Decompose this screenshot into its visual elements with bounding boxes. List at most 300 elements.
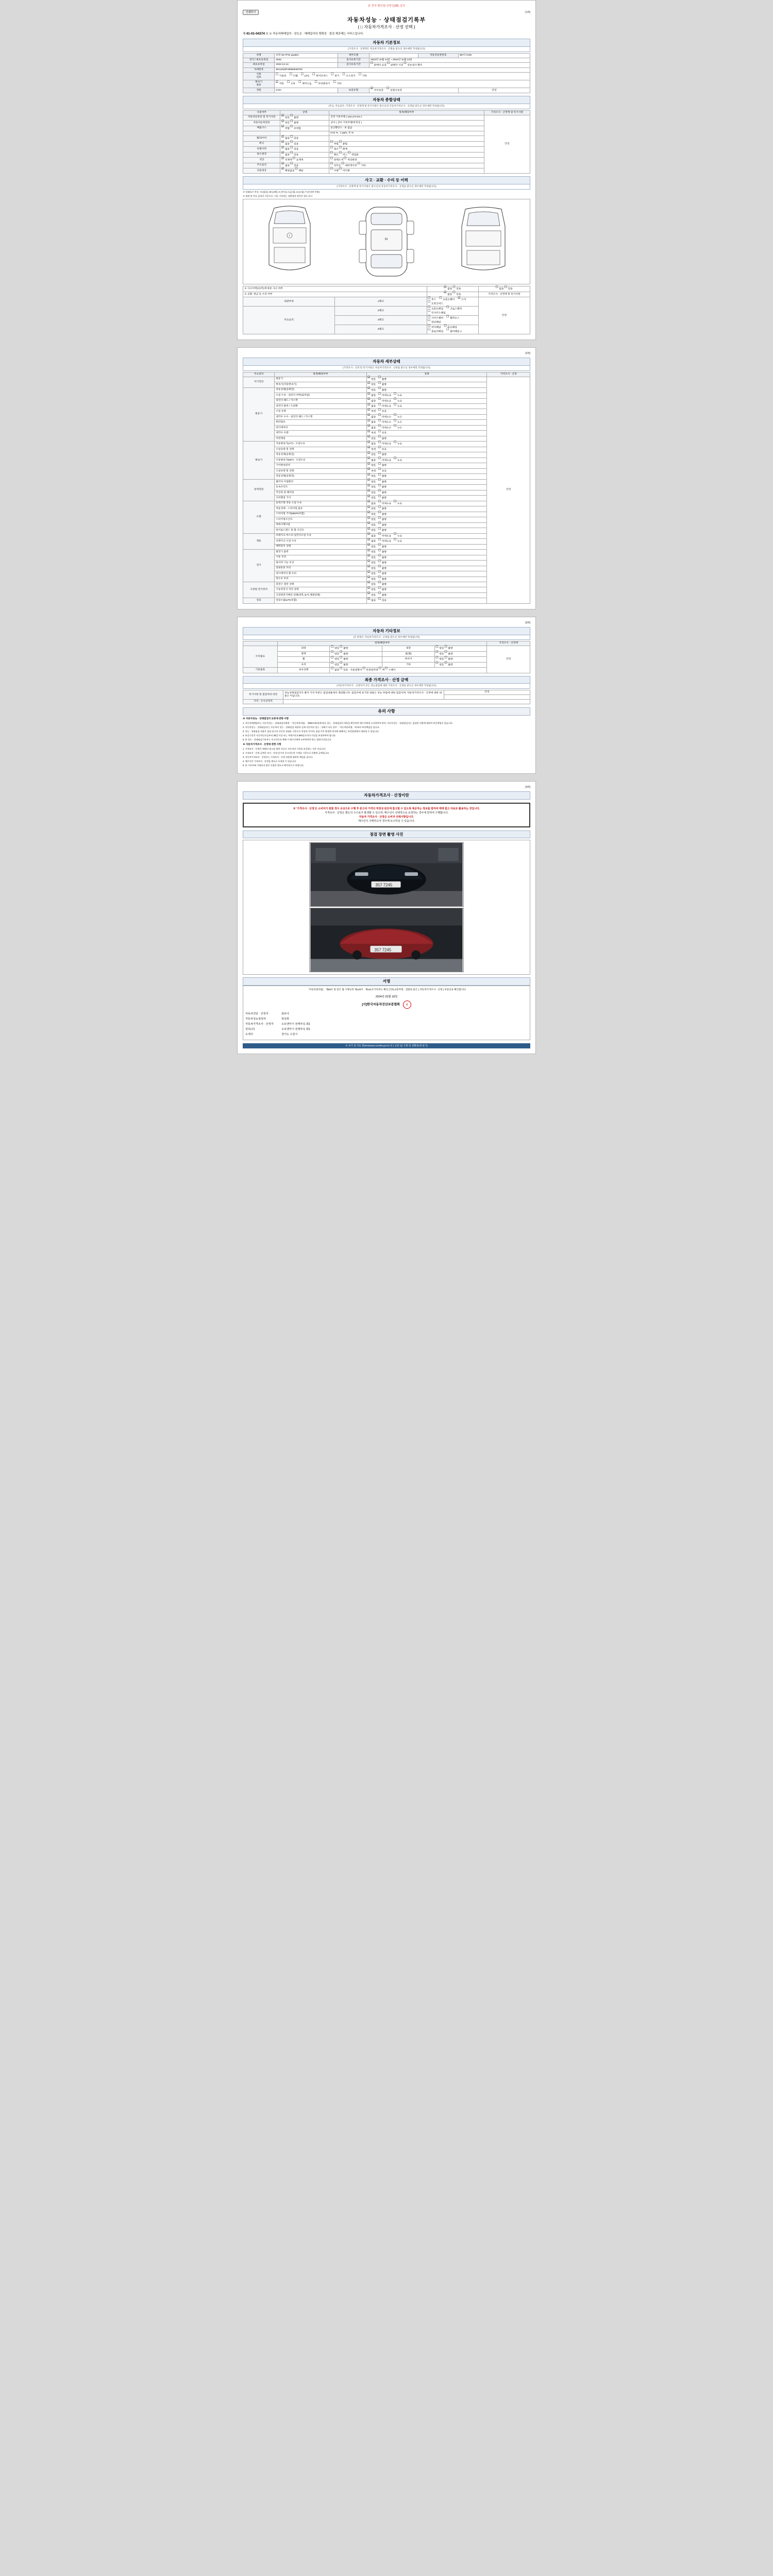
state-option[interactable]: ☐ 미세누유 [378,404,391,408]
state-option[interactable]: ☐ 불량 [378,496,386,500]
state-option[interactable]: ☐ 불량 [378,491,386,495]
checkbox-icon[interactable] [368,594,371,596]
checkbox-icon[interactable] [368,545,371,548]
checkbox-icon[interactable] [331,668,333,671]
car-diagram-box [243,199,530,284]
checkbox-icon[interactable] [394,442,396,445]
state-option[interactable]: ☐ 불량 [378,453,386,456]
checkbox-icon[interactable] [378,529,381,531]
state-cell [366,387,487,393]
checkbox-icon[interactable] [281,147,284,150]
checkbox-icon[interactable] [378,523,381,526]
state-option[interactable]: ☐ 불량 [378,523,386,527]
item-label: 커먼레일 [275,436,366,441]
part-inside-panel[interactable]: ☐인사이드패널 [428,311,446,315]
checkbox-icon[interactable] [368,420,371,423]
print-button[interactable]: 인쇄하기 [243,10,259,15]
state-option[interactable]: ☑ 양호 [368,561,376,565]
state-option[interactable]: ☐ 미세누유 [378,459,391,462]
state-option[interactable]: ☑ 양호 [368,491,376,495]
checkbox-icon[interactable] [281,121,284,124]
checkbox-icon[interactable] [394,502,396,504]
state-option[interactable]: ☑ 없음 [368,420,376,424]
checkbox-icon[interactable] [378,485,381,488]
state-option[interactable]: ☐ 누유 [394,404,402,408]
checkbox-icon[interactable] [445,663,447,666]
checkbox-icon[interactable] [378,583,381,585]
part-front-fender[interactable]: ☐ 프론트휀더 [440,298,455,301]
transmission-option-etc[interactable]: ☐ 기타 [333,82,342,86]
state-option[interactable]: ☑ 양호 [368,383,376,386]
checkbox-icon[interactable] [394,399,396,402]
state-option[interactable]: ☐ 부족 [378,469,386,473]
state-option[interactable]: ☑ 없음 [368,426,376,430]
state-option[interactable]: ☐ 누유 [394,502,402,505]
checkbox-icon[interactable] [281,137,284,139]
state-option[interactable]: ☐ 미세누수 [378,420,391,424]
state-option[interactable]: ☑ 양호 [368,523,376,527]
state-option[interactable]: ☑ 없음 [368,404,376,408]
checkbox-icon[interactable] [453,293,456,295]
state-option[interactable]: ☑ 양호 [368,378,376,381]
checkbox-icon[interactable] [394,459,396,461]
checkbox-icon[interactable] [368,474,371,477]
state-option[interactable]: ☐ 미세누수 [378,415,391,419]
checkbox-icon[interactable] [378,491,381,494]
state-option[interactable]: ☐ 불량 [378,474,386,478]
checkbox-icon[interactable] [436,663,439,666]
checkbox-icon[interactable] [344,158,346,161]
state-option[interactable]: ☐ 불량 [378,567,386,570]
checkbox-icon[interactable] [330,169,333,172]
state-option[interactable]: ☑ 없음 [368,502,376,505]
checkbox-icon[interactable] [331,652,333,655]
checkbox-icon[interactable] [368,550,371,553]
state-option[interactable]: ☐ 미세누유 [378,399,391,403]
fuel-option-hybrid[interactable]: ☐ 하이브리드 [313,74,328,78]
checkbox-icon[interactable] [340,657,343,660]
checkbox-icon[interactable] [445,647,447,649]
checkbox-icon[interactable] [281,116,284,118]
state-option[interactable]: ☐ 불량 [378,550,386,554]
checkbox-icon[interactable] [330,142,333,145]
state-option[interactable]: ☐ 누유 [394,539,402,543]
checkbox-icon[interactable] [385,668,388,671]
item-label: 스티어링 기어(MDPS포함) [275,512,366,517]
state-option[interactable]: ☑ 양호 [368,550,376,554]
checkbox-icon[interactable] [378,502,381,504]
state-option[interactable]: ☐ 누유 [394,534,402,538]
checkbox-icon[interactable] [378,469,381,472]
state-option[interactable]: ☑ 양호 [368,518,376,521]
state-option[interactable]: ☐ 부족 [378,448,386,451]
part-side-member[interactable]: ☐사이드멤버 [428,316,444,320]
part-hood[interactable]: ☐후드 [428,298,436,301]
checkbox-icon[interactable] [378,464,381,466]
checkbox-icon[interactable] [368,561,371,564]
page-number: [2/6] [525,352,530,355]
checkbox-icon[interactable] [368,404,371,407]
checkbox-icon[interactable] [378,410,381,412]
checkbox-icon[interactable] [339,153,342,156]
checkbox-icon[interactable] [368,383,371,385]
state-option[interactable]: ☐ 불량 [378,578,386,581]
checkbox-icon[interactable] [291,142,293,145]
checkbox-icon[interactable] [368,464,371,466]
detail-cell: 0.01 % , 1 ppm, 유 % [329,131,484,136]
checkbox-icon[interactable] [378,572,381,574]
state-option[interactable]: ☑ 없음 [368,599,376,602]
checkbox-icon[interactable] [368,523,371,526]
checkbox-icon[interactable] [281,142,284,145]
warranty-option-self[interactable]: ☑ 자가보증 [371,89,383,92]
checkbox-icon[interactable] [368,588,371,590]
checkbox-icon[interactable] [387,63,390,66]
checkbox-icon[interactable] [378,561,381,564]
state-option[interactable]: ☐ 불량 [378,556,386,560]
checkbox-icon[interactable] [378,507,381,510]
checkbox-icon[interactable] [378,404,381,407]
checkbox-icon[interactable] [368,518,371,520]
state-option[interactable]: ☐ 불량 [378,583,386,586]
checkbox-icon[interactable] [281,169,284,172]
state-option[interactable]: ☐ 불량 [378,378,386,381]
state-option[interactable]: ☐ 누유 [394,442,402,446]
checkbox-icon[interactable] [378,594,381,596]
checkbox-icon[interactable] [496,287,498,290]
state-option[interactable]: ☐ 불량 [378,561,386,565]
state-option[interactable]: ☑ 양호 [368,474,376,478]
part-roof-panel[interactable]: ☐ 루프패널 [444,326,457,329]
state-option[interactable]: ☐ 불량 [378,464,386,467]
state-option[interactable]: ☐ 누수 [394,426,402,430]
state-option[interactable]: ☑ 적정 [368,431,376,435]
fuel-option-ev[interactable]: ☐ 전기 [331,74,340,78]
checkbox-icon[interactable] [291,153,293,156]
warranty-option-insurance[interactable]: ☐ 보험사보증 [386,89,402,92]
checkbox-icon[interactable] [340,663,343,666]
checkbox-icon[interactable] [281,127,284,129]
transmission-option-semiauto[interactable]: ☐ 세미오토 [299,82,312,86]
checkbox-icon[interactable] [330,147,333,150]
checkbox-icon[interactable] [445,657,447,660]
accident-price-cell: 안녕 [478,297,530,334]
inspection-photo-2 [309,908,464,972]
checkbox-icon[interactable] [378,567,381,569]
checkbox-icon[interactable] [368,485,371,488]
state-option[interactable]: ☑ 없음 [368,399,376,403]
state-option[interactable]: ☑ 적정 [368,448,376,451]
checkbox-icon[interactable] [394,426,396,429]
checkbox-icon[interactable] [368,378,371,380]
state-option[interactable]: ☑ 양호 [368,556,376,560]
checkbox-icon[interactable] [291,121,293,124]
state-option[interactable]: ☐ 불량 [378,437,386,440]
checkbox-icon[interactable] [281,153,284,156]
checkbox-icon[interactable] [436,652,439,655]
checkbox-icon[interactable] [378,448,381,450]
checkbox-icon[interactable] [368,556,371,558]
state-option[interactable]: ☐ 미세누유 [378,539,391,543]
checkbox-icon[interactable] [394,420,396,423]
checkbox-icon[interactable] [378,588,381,590]
state-option[interactable]: ☑ 양호 [368,583,376,586]
checkbox-icon[interactable] [339,169,342,172]
part-front-panel[interactable]: ☐프론트패널 [428,307,444,311]
checkbox-icon[interactable] [291,164,293,166]
state-option[interactable]: ☑ 없음 [368,442,376,446]
checkbox-icon[interactable] [378,513,381,515]
checkbox-icon[interactable] [404,63,407,66]
fuel-option-lpg[interactable]: ☐ LPG [301,74,309,78]
fuel-option-etc[interactable]: ☐ 기타 [359,74,367,78]
checkbox-icon[interactable] [378,426,381,429]
notice-sec2-title: ※ 자동차가격조사 · 산정에 관한 사항 [243,743,281,746]
state-option[interactable]: ☐ 있음 [378,599,386,602]
part-cross-member[interactable]: ☐ 크로스멤버 [447,307,462,311]
checkbox-icon[interactable] [378,545,381,548]
state-option[interactable]: ☑ 적정 [368,469,376,473]
state-option[interactable]: ☑ 없음 [368,415,376,419]
checkbox-icon[interactable] [394,539,396,542]
table-row [243,517,530,522]
checkbox-icon[interactable] [444,293,447,295]
part-trunk-lid[interactable]: ☐트렁크리드 [428,302,444,306]
checkbox-icon[interactable] [368,437,371,439]
checkbox-icon[interactable] [291,127,293,129]
checkbox-icon[interactable] [445,652,447,655]
checkbox-icon[interactable] [378,496,381,499]
checkbox-icon[interactable] [368,507,371,510]
checkbox-icon[interactable] [378,378,381,380]
checkbox-icon[interactable] [378,518,381,520]
state-option[interactable]: ☐ 불량 [378,388,386,392]
state-option[interactable]: ☑ 없음 [368,534,376,538]
state-option[interactable]: ☑ 적정 [368,410,376,413]
checkbox-icon[interactable] [291,147,293,150]
state-option[interactable]: ☐ 미세누유 [378,534,391,538]
state-option[interactable]: ☑ 양호 [368,513,376,516]
checkbox-icon[interactable] [340,647,343,649]
row-label: 주요옵션 [243,163,280,168]
checkbox-icon[interactable] [453,287,456,290]
checkbox-icon[interactable] [379,668,381,671]
state-option[interactable]: ☐ 불량 [378,545,386,549]
checkbox-icon[interactable] [378,459,381,461]
state-option[interactable]: ☐ 불량 [378,572,386,575]
checkbox-icon[interactable] [378,539,381,542]
part-floor-panel[interactable]: ☐플로어패널 [428,330,444,333]
state-option[interactable]: ☑ 양호 [368,572,376,575]
checkbox-icon[interactable] [394,394,396,396]
checkbox-icon[interactable] [368,491,371,494]
state-option[interactable]: ☐ 불량 [378,485,386,489]
state-option[interactable]: ☐ 누유 [394,459,402,462]
state-option[interactable]: ☐ 누수 [394,420,402,424]
checkbox-icon[interactable] [378,431,381,434]
checkbox-icon[interactable] [339,147,342,150]
checkbox-icon[interactable] [330,158,333,161]
checkbox-icon[interactable] [378,556,381,558]
state-option[interactable]: ☐ 불량 [378,594,386,597]
checkbox-icon[interactable] [378,578,381,580]
checkbox-icon[interactable] [281,158,284,161]
transmission-option-auto[interactable]: ☑ 자동 [276,82,284,86]
notice-item: 5. 본 기록부에 기재되지 않은 사항은 별도로 확인하시기 바랍니다. [243,764,305,767]
checkbox-icon[interactable] [368,480,371,483]
checkbox-icon[interactable] [331,663,333,666]
state-option[interactable]: ☐ 불량 [378,513,386,516]
checkbox-icon[interactable] [368,426,371,429]
state-option[interactable]: ☐ 부족 [378,431,386,435]
checkbox-icon[interactable] [378,437,381,439]
state-option[interactable]: ☐ 불량 [378,480,386,484]
checkbox-icon[interactable] [339,142,342,145]
state-option[interactable]: ☑ 없음 [368,459,376,462]
checkbox-icon[interactable] [394,415,396,418]
state-option[interactable]: ☐ 불량 [378,383,386,386]
checkbox-icon[interactable] [378,388,381,391]
fuel-option-diesel[interactable]: ☐ 디젤 [290,74,298,78]
state-option[interactable]: ☑ 양호 [368,529,376,532]
checkbox-icon[interactable] [378,474,381,477]
checkbox-icon[interactable] [291,137,293,139]
fuel-option-gasoline[interactable]: ☐ 가솔린 [276,74,286,78]
state-option[interactable]: ☑ 양호 [368,480,376,484]
checkbox-icon[interactable] [378,534,381,537]
checkbox-icon[interactable] [368,448,371,450]
checkbox-icon[interactable] [436,657,439,660]
checkbox-icon[interactable] [340,652,343,655]
checkbox-icon[interactable] [368,410,371,412]
state-option[interactable]: ☑ 양호 [368,437,376,440]
state-option[interactable]: ☐ 미세누유 [378,442,391,446]
checkbox-icon[interactable] [368,567,371,569]
state-cell: ☐ 양호 ☐불량 [330,657,382,662]
checkbox-icon[interactable] [371,63,373,66]
part-dash-panel[interactable]: ☐대쉬패널 [428,320,441,324]
checkbox-icon[interactable] [281,164,284,166]
checkbox-icon[interactable] [368,442,371,445]
state-option[interactable]: ☐ 불량 [378,529,386,532]
checkbox-icon[interactable] [368,583,371,585]
checkbox-icon[interactable] [368,534,371,537]
state-option[interactable]: ☐ 누유 [394,394,402,397]
checkbox-icon[interactable] [368,539,371,542]
checkbox-icon[interactable] [368,453,371,455]
state-option[interactable]: ☐ 불량 [378,507,386,511]
state-option[interactable]: ☑ 양호 [368,567,376,570]
part-wheel-house[interactable]: ☐ 휠하우스 [447,316,460,320]
checkbox-icon[interactable] [394,534,396,537]
state-option[interactable]: ☑ 양호 [368,496,376,500]
checkbox-icon[interactable] [330,153,333,156]
checkbox-icon[interactable] [330,164,333,166]
state-option[interactable]: ☑ 양호 [368,588,376,591]
checkbox-icon[interactable] [368,578,371,580]
checkbox-icon[interactable] [368,599,371,601]
checkbox-icon[interactable] [368,399,371,402]
checkbox-icon[interactable] [378,415,381,418]
checkbox-icon[interactable] [378,480,381,483]
state-cell [366,479,487,484]
state-option[interactable]: ☐ 불량 [378,518,386,521]
state-option[interactable]: ☑ 양호 [368,453,376,456]
checkbox-icon[interactable] [368,502,371,504]
checkbox-icon[interactable] [348,153,350,156]
state-option[interactable]: ☑ 양호 [368,388,376,392]
checkbox-icon[interactable] [368,388,371,391]
checkbox-icon[interactable] [444,287,447,290]
checkbox-icon[interactable] [358,164,360,166]
fuel-option-hydrogen[interactable]: ☐ 수소전기 [343,74,356,78]
state-option[interactable]: ☐ 누유 [394,399,402,403]
checkbox-icon[interactable] [368,513,371,515]
checkbox-icon[interactable] [368,459,371,461]
state-option[interactable]: ☐ 누수 [394,415,402,419]
table-row [243,414,530,419]
part-rear-panel[interactable]: ☐리어패널 [428,326,441,329]
checkbox-icon[interactable] [368,572,371,574]
state-option[interactable]: ☑ 양호 [368,594,376,597]
checkbox-icon[interactable] [394,404,396,407]
checkbox-icon[interactable] [378,420,381,423]
state-option[interactable]: ☑ 양호 [368,485,376,489]
checkbox-icon[interactable] [378,394,381,396]
part-door[interactable]: ☑ 도어 [458,298,466,301]
table-row [243,110,530,115]
checkbox-icon[interactable] [368,431,371,434]
state-option[interactable]: ☑ 양호 [368,545,376,549]
checkbox-icon[interactable] [342,164,344,166]
part-pillar-a[interactable]: ☐ 필러패널 A [447,330,462,333]
state-option[interactable]: ☑ 양호 [368,507,376,511]
state-option[interactable]: ☐ 부족 [378,410,386,413]
checkbox-icon[interactable] [331,657,333,660]
item-label: 작동상태(공회전) [275,452,366,457]
checkbox-icon[interactable] [368,496,371,499]
checkbox-icon[interactable] [368,415,371,418]
checkbox-icon[interactable] [368,394,371,396]
transmission-option-manual[interactable]: ☐ 수동 [287,82,295,86]
checkbox-icon[interactable] [378,399,381,402]
state-option[interactable]: ☐ 미세누유 [378,502,391,505]
checkbox-icon[interactable] [295,169,298,172]
checkbox-icon[interactable] [293,158,295,161]
checkbox-icon[interactable] [378,453,381,455]
checkbox-icon[interactable] [378,550,381,553]
checkbox-icon[interactable] [505,287,507,290]
transmission-option-cvt[interactable]: ☐ 무단변속기 [315,82,330,86]
state-option[interactable]: ☐ 미세누수 [378,426,391,430]
state-option[interactable]: ☑ 양호 [368,464,376,467]
checkbox-icon[interactable] [378,383,381,385]
state-option[interactable]: ☑ 없음 [368,394,376,397]
checkbox-icon[interactable] [378,599,381,601]
state-option[interactable]: ☐ 미세누유 [378,394,391,397]
checkbox-icon[interactable] [378,442,381,445]
state-option[interactable]: ☑ 없음 [368,539,376,543]
checkbox-icon[interactable] [331,647,333,649]
checkbox-icon[interactable] [368,529,371,531]
checkbox-icon[interactable] [436,647,439,649]
checkbox-icon[interactable] [363,668,365,671]
state-option[interactable]: ☐ 불량 [378,588,386,591]
checkbox-icon[interactable] [340,668,343,671]
checkbox-icon[interactable] [291,116,293,118]
state-option[interactable]: ☑ 양호 [368,578,376,581]
checkbox-icon[interactable] [368,469,371,472]
